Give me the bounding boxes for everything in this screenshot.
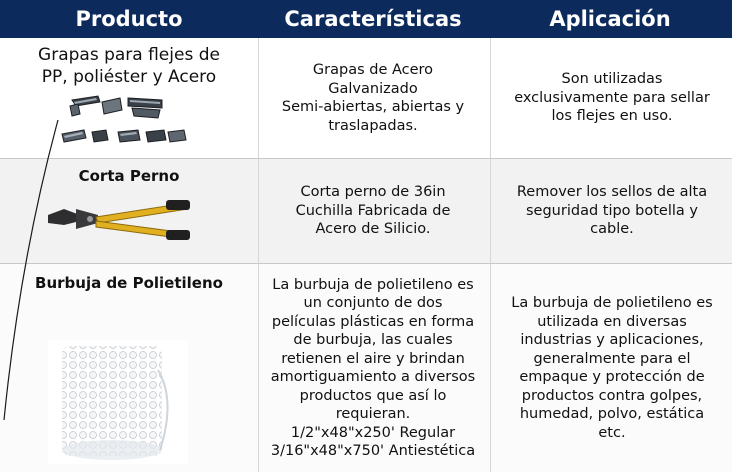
table-row	[0, 264, 732, 472]
table-header	[0, 0, 732, 38]
table-row	[0, 159, 732, 264]
column-divider	[490, 264, 491, 472]
decorative-curve	[0, 120, 60, 420]
header-caracteristicas: Características	[284, 7, 462, 31]
product-name: Burbuja de Polietileno	[35, 274, 223, 292]
table-row	[0, 38, 732, 159]
column-divider	[490, 159, 491, 263]
bubble-wrap-roll-icon	[48, 340, 188, 464]
product-name: Corta Perno	[78, 167, 180, 185]
application-cell: La burbuja de polietileno es utilizada en diversas industrias y aplicaciones, generalmente para el empaque y protección de productos contra golpes, humedad, polvo, estática etc.	[511, 295, 713, 441]
column-divider	[490, 38, 491, 158]
characteristics-cell: La burbuja de polietileno es un conjunto de dos películas plásticas en forma de burbuja, las cuales retienen el aire y brindan amortiguamiento a diversos productos que así lo requieran. 1/2"x48"x250' Regular 3/16"x48"x750' Antiestética	[270, 276, 476, 459]
product-name: Grapas para flejes de PP, poliéster y Acero	[38, 45, 220, 87]
bolt-cutter-icon	[46, 197, 192, 249]
steel-clips-icon	[58, 94, 188, 156]
header-producto: Producto	[75, 7, 183, 31]
characteristics-cell: Corta perno de 36in Cuchilla Fabricada de Acero de Silicio.	[295, 184, 451, 238]
application-cell: Son utilizadas exclusivamente para sellar los flejes en uso.	[514, 71, 710, 125]
header-aplicacion: Aplicación	[549, 7, 671, 31]
characteristics-cell: Grapas de Acero Galvanizado Semi-abiertas, abiertas y traslapadas.	[281, 62, 465, 134]
application-cell: Remover los sellos de alta seguridad tipo botella y cable.	[516, 184, 708, 238]
